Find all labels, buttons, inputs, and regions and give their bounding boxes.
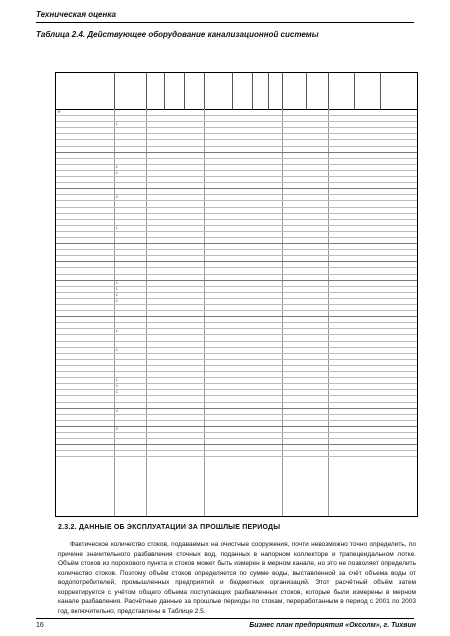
- header-divider: [36, 22, 414, 23]
- header-cell: [268, 73, 269, 109]
- header-cell: [114, 73, 115, 109]
- equipment-table: [55, 72, 418, 517]
- header-cell: [306, 73, 307, 109]
- header-cell: [204, 73, 205, 109]
- table-cell: 1: [116, 122, 118, 127]
- table-row: [56, 451, 417, 457]
- header-cell: [146, 73, 147, 109]
- table-cell: 1: [116, 286, 118, 291]
- table-body: [56, 110, 417, 457]
- table-cell: 2: [116, 426, 118, 431]
- table-cell: 1: [116, 280, 118, 285]
- header-cell: [184, 73, 185, 109]
- header-cell: [232, 73, 233, 109]
- table-cell: 1: [116, 225, 118, 230]
- table-caption: Таблица 2.4. Действующее оборудование канализационной системы: [36, 30, 319, 39]
- footer-title: Бизнес план предприятия «Оксолм», г. Тихвин: [249, 622, 416, 629]
- header-cell: [282, 73, 283, 109]
- running-header: Техническая оценка: [36, 10, 116, 19]
- table-cell: 2: [116, 195, 118, 200]
- header-cell: [164, 73, 165, 109]
- table-cell: 1: [116, 329, 118, 334]
- section-paragraph: Фактическое количество стоков, подаваемых на очистные сооружения, почти невозможно точно определить, по причине значительного разбавления сточных вод, поданных в напорном коллекторе и трапецеидальном лотке. Объём стоков из порохового пункта и стоков может быть измерен в мерном канале, но это не позволяет определить количество стоков. Поэтому объём стоков определяется по сумме воды, выставленной за счёт объема воды от водопотребителей, промышленных предприятий и бюджетных организаций. Этот расчётный объём затем корректируется с учётом общего объема поступающих разбавленных стоков, которые были измерены в мерном канале разбавления. Расчётные данные за прошлые периоды по стокам, переработанным в период с 2001 по 2003 год, включительно, представлены в Таблице 2.5.: [58, 541, 416, 615]
- table-cell: 1: [116, 164, 118, 169]
- footer-divider: [36, 618, 414, 619]
- table-header: [56, 73, 417, 110]
- table-cell: 1: [116, 390, 118, 395]
- header-cell: [354, 73, 355, 109]
- header-cell: [380, 73, 381, 109]
- page-number: 16: [36, 622, 44, 629]
- table-cell: 1: [116, 347, 118, 352]
- table-cell: Н: [58, 110, 61, 114]
- table-cell: 1: [116, 298, 118, 303]
- section-title: 2.3.2. ДАННЫЕ ОБ ЭКСПЛУАТАЦИИ ЗА ПРОШЛЫЕ ПЕРИОДЫ: [58, 524, 281, 531]
- table-cell: 1: [116, 384, 118, 389]
- header-cell: [252, 73, 253, 109]
- header-cell: [328, 73, 329, 109]
- table-cell: 1: [116, 292, 118, 297]
- table-cell: 1: [116, 170, 118, 175]
- table-cell: 1: [116, 378, 118, 383]
- table-cell: 2: [116, 408, 118, 413]
